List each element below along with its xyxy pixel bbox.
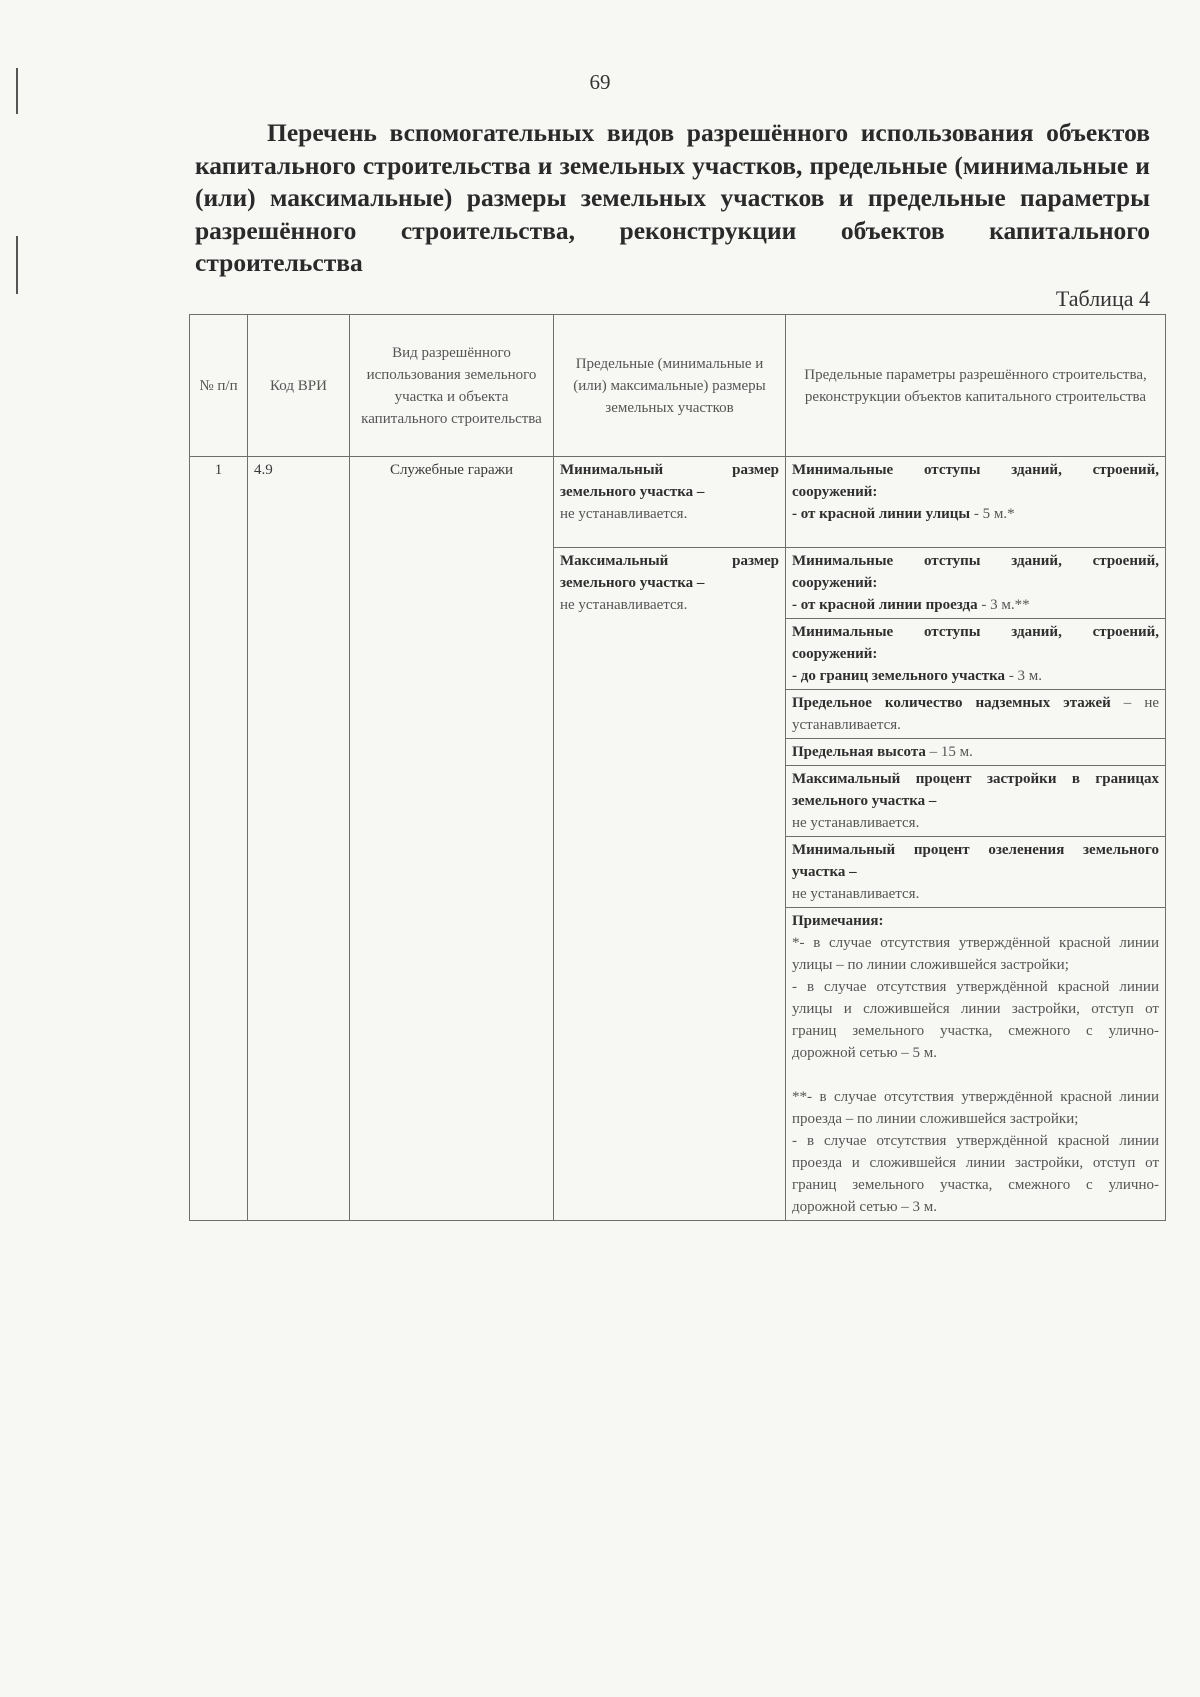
param3-label: Минимальные отступы зданий, строений, сооружений: <box>792 624 1159 662</box>
cell-param-floors <box>786 690 1166 739</box>
cell-param-boundary-setback <box>786 619 1166 690</box>
cell-param-green-percent <box>786 837 1166 908</box>
notes-spacer <box>792 1064 1159 1086</box>
cell-num: 1 <box>190 457 248 1221</box>
table-label: Таблица 4 <box>1055 286 1150 311</box>
param3-value: - до границ земельного участка <box>792 668 1006 684</box>
param7-label: Минимальный процент озеленения земельного участка – <box>792 842 1159 880</box>
table-header-row <box>190 315 1166 457</box>
max-size-value: не устанавливается. <box>560 597 688 613</box>
note-item: - в случае отсутствия утверждённой красной линии улицы и сложившейся линии застройки, отступ от границ земельного участка, смежного с улично-дорожной сетью – 5 м. <box>792 979 1159 1061</box>
cell-max-size <box>554 548 786 1221</box>
column-header-params: Предельные параметры разрешённого строительства, реконструкции объектов капитального строительства <box>786 315 1166 457</box>
param1-tail: - 5 м.* <box>973 506 1015 522</box>
page-number: 69 <box>589 70 611 94</box>
max-size-label: Максимальный размер земельного участка – <box>560 553 779 591</box>
cell-notes <box>786 908 1166 1221</box>
min-size-label: Минимальный размер земельного участка – <box>560 462 779 500</box>
param2-tail: - 3 м.** <box>981 597 1030 613</box>
param6-value: не устанавливается. <box>792 815 920 831</box>
param7-value: не устанавливается. <box>792 886 920 902</box>
table-row <box>190 457 1166 548</box>
cell-use: Служебные гаражи <box>350 457 554 1221</box>
column-header-sizes: Предельные (минимальные и (или) максимальные) размеры земельных участков <box>554 315 786 457</box>
permitted-use-table <box>189 314 1166 1221</box>
column-header-use: Вид разрешённого использования земельного участка и объекта капитального строительства <box>350 315 554 457</box>
cell-param-height <box>786 739 1166 766</box>
min-size-value: не устанавливается. <box>560 506 688 522</box>
param3-tail: - 3 м. <box>1008 668 1043 684</box>
cell-param-build-percent <box>786 766 1166 837</box>
notes-title: Примечания: <box>792 913 884 929</box>
cell-param-driveway-setback <box>786 548 1166 619</box>
cell-code: 4.9 <box>248 457 350 1221</box>
param5-label: Предельная высота <box>792 744 926 760</box>
document-heading: Перечень вспомогательных видов разрешённого использования объектов капитального строительства и земельных участков, предельные (минимальные и (или) максимальные) размеры земельных участков и предельные параметры разрешённого строительства, реконструкции объектов капитального строительства <box>195 118 1150 277</box>
cell-param-street-setback <box>786 457 1166 548</box>
note-item: **- в случае отсутствия утверждённой красной линии проезда – по линии сложившейся застройки; <box>792 1089 1159 1127</box>
note-item: *- в случае отсутствия утверждённой красной линии улицы – по линии сложившейся застройки; <box>792 935 1159 973</box>
param1-label: Минимальные отступы зданий, строений, сооружений: <box>792 462 1159 500</box>
param2-value: - от красной линии проезда <box>792 597 978 613</box>
param4-tail: – не устанавливается. <box>792 695 1160 733</box>
param2-label: Минимальные отступы зданий, строений, сооружений: <box>792 553 1159 591</box>
param1-value: - от красной линии улицы <box>792 506 971 522</box>
cell-min-size <box>554 457 786 548</box>
param5-tail: – 15 м. <box>929 744 973 760</box>
param6-label: Максимальный процент застройки в границах земельного участка – <box>792 771 1159 809</box>
scan-edge-mark <box>16 236 18 294</box>
note-item: - в случае отсутствия утверждённой красной линии проезда и сложившейся линии застройки, отступ от границ земельного участка, смежного с улично-дорожной сетью – 3 м. <box>792 1133 1159 1215</box>
column-header-code: Код ВРИ <box>248 315 350 457</box>
param4-label: Предельное количество надземных этажей <box>792 695 1111 711</box>
column-header-num: № п/п <box>190 315 248 457</box>
